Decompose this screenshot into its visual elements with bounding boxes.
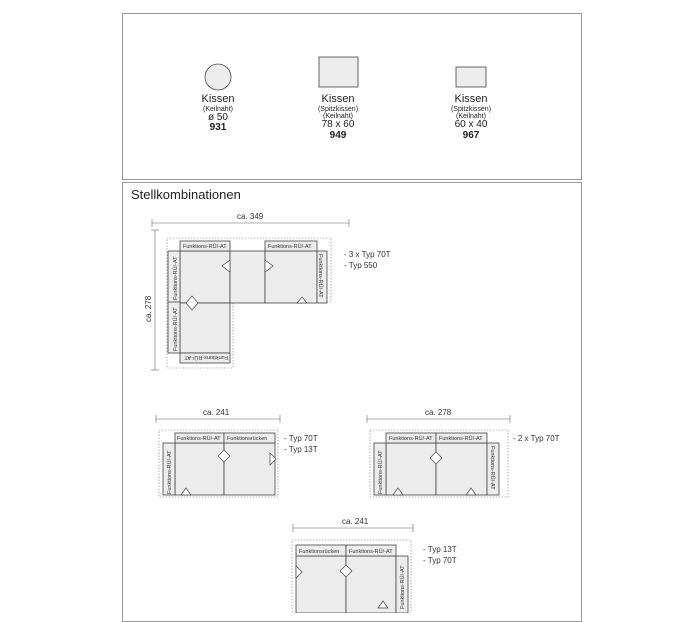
combo-4-width-label: ca. 241 (342, 517, 369, 526)
pillow-967-label: Kissen (Spitzkissen) (Keilnaht) 60 x 40 967 (450, 93, 492, 141)
c2-func-label-left: Funktions-RÜ/-AT (167, 450, 173, 494)
c2-back-label-top: Funktionsrücken (227, 436, 268, 442)
c3-func-label-right: Funktions-RÜ/-AT (489, 446, 495, 490)
c1-func-label-right: Funktions-RÜ/-AT (317, 254, 323, 298)
c1-func-label-top-right: Funktions-RÜ/-AT (268, 244, 312, 250)
combo-1-width-label: ca. 349 (237, 212, 264, 221)
c4-note-2: - Typ 70T (423, 556, 457, 565)
combo-1 (144, 212, 391, 370)
c4-func-label-top: Funktions-RÜ/-AT (349, 549, 393, 555)
combo-4 (292, 517, 457, 613)
c2-func-label-top: Funktions-RÜ/-AT (177, 436, 221, 442)
c3-func-label-top-left: Funktions-RÜ/-AT (389, 436, 433, 442)
combo-3 (367, 408, 560, 497)
c1-note-1: - 3 x Typ 70T (344, 250, 391, 259)
c1-func-label-left-lower: Funktions-RÜ/-AT (173, 307, 179, 351)
combo-2 (156, 408, 318, 497)
c4-back-label-top: Funktionsrücken (299, 549, 340, 555)
c2-note-2: - Typ 13T (284, 445, 318, 454)
section-title: Stellkombinationen (131, 187, 241, 202)
pillow-949-label: Kissen (Spitzkissen) (Keilnaht) 78 x 60 949 (317, 93, 359, 141)
c1-func-label-top-left: Funktions-RÜ/-AT (183, 244, 227, 250)
c1-note-2: - Typ 550 (344, 261, 378, 270)
combo-2-width-label: ca. 241 (203, 408, 230, 417)
c3-func-label-top-right: Funktions-RÜ/-AT (439, 436, 483, 442)
c4-note-1: - Typ 13T (423, 545, 457, 554)
combo-1-height-label: ca. 278 (144, 295, 153, 322)
c2-note-1: - Typ 70T (284, 434, 318, 443)
c1-func-label-bottom: Funktions-RÜ/-AT (184, 354, 228, 360)
c3-note-1: - 2 x Typ 70T (513, 434, 560, 443)
c3-func-label-left: Funktions-RÜ/-AT (378, 450, 384, 494)
c4-func-label-right: Funktions-RÜ/-AT (400, 565, 406, 609)
c1-func-label-left-upper: Funktions-RÜ/-AT (173, 256, 179, 300)
pillow-931-label: Kissen (Keilnaht) ø 50 931 (201, 93, 235, 134)
combo-3-width-label: ca. 278 (425, 408, 452, 417)
